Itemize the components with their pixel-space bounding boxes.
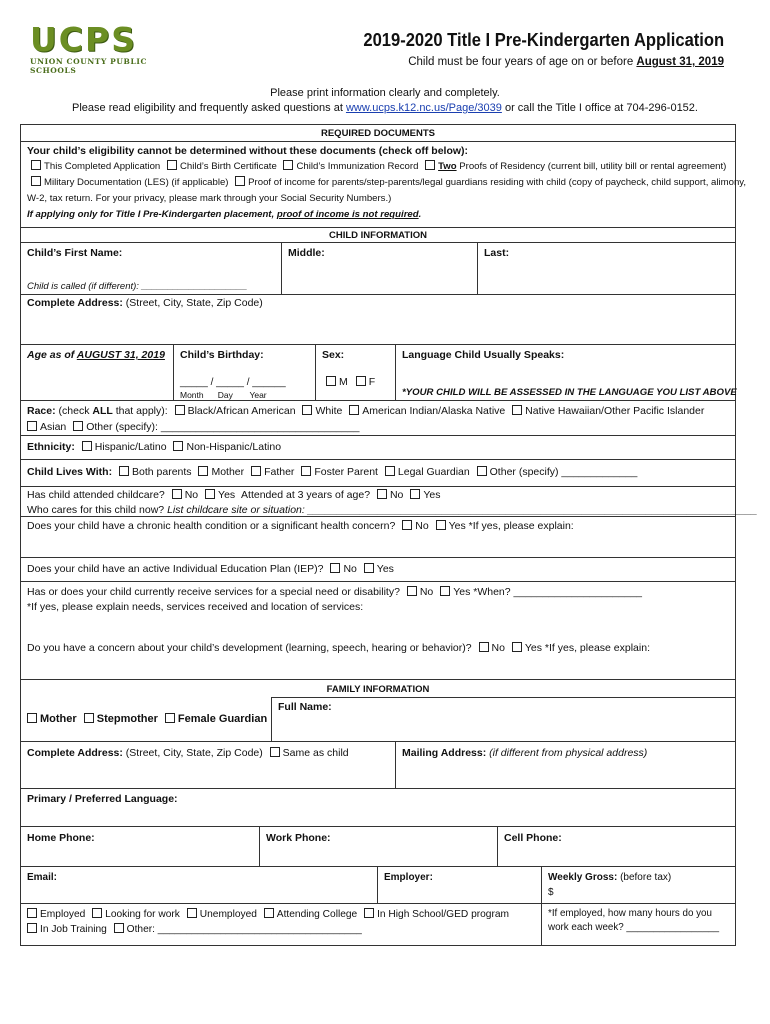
middle-name-field[interactable]: Middle: [281, 243, 477, 294]
doc-income-checkbox[interactable] [235, 176, 245, 186]
sex-field: Sex: M F [315, 345, 395, 400]
parent-full-name-field[interactable]: Full Name: [271, 697, 735, 741]
race-black-checkbox[interactable] [175, 405, 185, 415]
family-info-heading: FAMILY INFORMATION [326, 684, 430, 695]
iep-row: Does your child have an active Individual Education Plan (IEP)? No Yes [21, 558, 735, 582]
employment-row: Employed Looking for work Unemployed Attending College In High School/GED program In Job Training Other: ____________________________________ *If employed, how many hours do you work each week? _________________ [21, 904, 735, 945]
lives-both-parents-checkbox[interactable] [119, 466, 129, 476]
sex-f-checkbox[interactable] [356, 376, 366, 386]
role-mother-checkbox[interactable] [27, 713, 37, 723]
application-form [20, 124, 758, 946]
special-yes-checkbox[interactable] [440, 586, 450, 596]
eligibility-link[interactable]: www.ucps.k12.nc.us/Page/3039 [345, 102, 502, 114]
high-school-checkbox[interactable] [364, 908, 374, 918]
language-note: *YOUR CHILD WILL BE ASSESSED IN THE LANGUAGE YOU LIST ABOVE [402, 387, 737, 398]
child-details-row: Age as of AUGUST 31, 2019 Child’s Birthday: _____ / _____ / ______ Month Day Year Sex: M F Language Child Usually Speaks: *YOUR CHILD WILL BE ASSESSED IN THE LANGUAGE YOU LIST ABOVE [21, 345, 735, 401]
special-no-checkbox[interactable] [407, 586, 417, 596]
lives-other-checkbox[interactable] [477, 466, 487, 476]
lives-with-row: Child Lives With: Both parents Mother Father Foster Parent Legal Guardian Other (specify) _____________ [21, 460, 735, 487]
ucps-logo [30, 20, 190, 75]
hours-field[interactable]: *If employed, how many hours do you work each week? _________________ [541, 904, 735, 945]
last-name-field[interactable]: Last: [477, 243, 735, 294]
race-asian-checkbox[interactable] [27, 421, 37, 431]
email-row [21, 867, 735, 904]
unemployed-checkbox[interactable] [187, 908, 197, 918]
birthday-field[interactable]: Child’s Birthday: _____ / _____ / ______ Month Day Year [173, 345, 315, 400]
email-field[interactable]: Email: [27, 872, 58, 883]
work-phone-field[interactable]: Work Phone: [259, 827, 497, 866]
childcare-yes-checkbox[interactable] [205, 489, 215, 499]
concern-no-checkbox[interactable] [479, 642, 489, 652]
mailing-address-field[interactable]: Mailing Address: (if different from physical address) [395, 742, 735, 788]
special-needs-row: Has or does your child currently receive services for a special need or disability? No Yes *When? ______________________ *If yes, please explain needs, services received and location of services: Do you have a concern about your child’s development (learning, speech, hearing or behavior)? No Yes *If yes, please explain: [21, 582, 735, 680]
doc-birth-certificate-checkbox[interactable] [167, 160, 177, 170]
child-name-row [21, 243, 735, 295]
race-native-american-checkbox[interactable] [349, 405, 359, 415]
doc-military-checkbox[interactable] [31, 176, 41, 186]
concern-yes-checkbox[interactable] [512, 642, 522, 652]
required-docs-section: Your child’s eligibility cannot be determined without these documents (check off below): This Completed Application Child’s Birth Certificate Child’s Immunization Record Two Proofs of Residency (current bill, utility bill or rental agreement) Military Documentation (LES) (if applicable) Proof of income for parents/step-parents/legal guardians residing with child (copy of paycheck, child support, alimony, W-2, tax return. For your privacy, please mark through your Social Security Numbers.) If applying only for Title I Pre-Kindergarten placement, proof of income is not required. [21, 142, 735, 228]
iep-no-checkbox[interactable] [330, 563, 340, 573]
attended3-no-checkbox[interactable] [377, 489, 387, 499]
parent-address-field[interactable]: Complete Address: (Street, City, State, Zip Code) Same as child [27, 747, 349, 759]
doc-immunization-checkbox[interactable] [283, 160, 293, 170]
chronic-yes-checkbox[interactable] [436, 520, 446, 530]
primary-language-field[interactable]: Primary / Preferred Language: [21, 789, 735, 827]
lives-foster-checkbox[interactable] [301, 466, 311, 476]
looking-work-checkbox[interactable] [92, 908, 102, 918]
doc-application-checkbox[interactable] [31, 160, 41, 170]
parent-address-row [21, 742, 735, 789]
role-stepmother-checkbox[interactable] [84, 713, 94, 723]
weekly-gross-field[interactable]: Weekly Gross: (before tax) $ [541, 867, 735, 903]
race-white-checkbox[interactable] [302, 405, 312, 415]
phone-row [21, 827, 735, 867]
logo-wordmark: UCPS [30, 20, 137, 59]
attended3-yes-checkbox[interactable] [410, 489, 420, 499]
childcare-row: Has child attended childcare? No Yes Attended at 3 years of age? No Yes Who cares for this child now? List childcare site or situation: _____________________________________________________________________________ [21, 487, 735, 517]
age-requirement: Child must be four years of age on or before August 31, 2019 [408, 56, 724, 68]
sex-m-checkbox[interactable] [326, 376, 336, 386]
child-info-heading: CHILD INFORMATION [21, 228, 735, 243]
family-role-row: FAMILY INFORMATION Mother Stepmother Female Guardian Full Name: [21, 680, 735, 742]
first-name-label: Child’s First Name: [27, 247, 123, 259]
race-pacific-islander-checkbox[interactable] [512, 405, 522, 415]
ethnicity-hispanic-checkbox[interactable] [82, 441, 92, 451]
chronic-no-checkbox[interactable] [402, 520, 412, 530]
employer-field[interactable]: Employer: [377, 867, 541, 903]
who-cares-field[interactable]: Who cares for this child now? List childcare site or situation: _____________________________________________________________________________ [27, 504, 758, 516]
home-phone-field[interactable]: Home Phone: [27, 832, 95, 844]
same-as-child-checkbox[interactable] [270, 747, 280, 757]
race-other-checkbox[interactable] [73, 421, 83, 431]
language-field[interactable]: Language Child Usually Speaks: *YOUR CHILD WILL BE ASSESSED IN THE LANGUAGE YOU LIST ABOVE [395, 345, 735, 400]
called-name-field[interactable]: Child is called (if different): ____________________ [27, 281, 248, 292]
child-address-field[interactable]: Complete Address: (Street, City, State, Zip Code) [21, 295, 735, 345]
intro-text: Please print information clearly and completely. Please read eligibility and frequently asked questions at www.ucps.k12.nc.us/Page/3039 or call the Title I office at 704-296-0152. [72, 87, 698, 114]
required-docs-heading: REQUIRED DOCUMENTS [21, 125, 735, 142]
race-row: Race: (check ALL that apply): Black/African American White American Indian/Alaska Native Native Hawaiian/Other Pacific Islander Asian Other (specify): __________________________________ [21, 401, 735, 436]
lives-mother-checkbox[interactable] [198, 466, 208, 476]
logo-subtitle: UNION COUNTY PUBLIC SCHOOLS [30, 57, 148, 75]
ethnicity-row: Ethnicity: Hispanic/Latino Non-Hispanic/Latino [21, 436, 735, 460]
employed-checkbox[interactable] [27, 908, 37, 918]
job-training-checkbox[interactable] [27, 923, 37, 933]
college-checkbox[interactable] [264, 908, 274, 918]
cell-phone-field[interactable]: Cell Phone: [497, 827, 735, 866]
page-title: 2019-2020 Title I Pre-Kindergarten Application [363, 30, 724, 50]
lives-guardian-checkbox[interactable] [385, 466, 395, 476]
doc-residency-checkbox[interactable] [425, 160, 435, 170]
chronic-health-row: Does your child have a chronic health condition or a significant health concern? No Yes *If yes, please explain: [21, 517, 735, 558]
iep-yes-checkbox[interactable] [364, 563, 374, 573]
lives-father-checkbox[interactable] [251, 466, 261, 476]
other-employment-checkbox[interactable] [114, 923, 124, 933]
childcare-no-checkbox[interactable] [172, 489, 182, 499]
role-guardian-checkbox[interactable] [165, 713, 175, 723]
ethnicity-non-hispanic-checkbox[interactable] [173, 441, 183, 451]
